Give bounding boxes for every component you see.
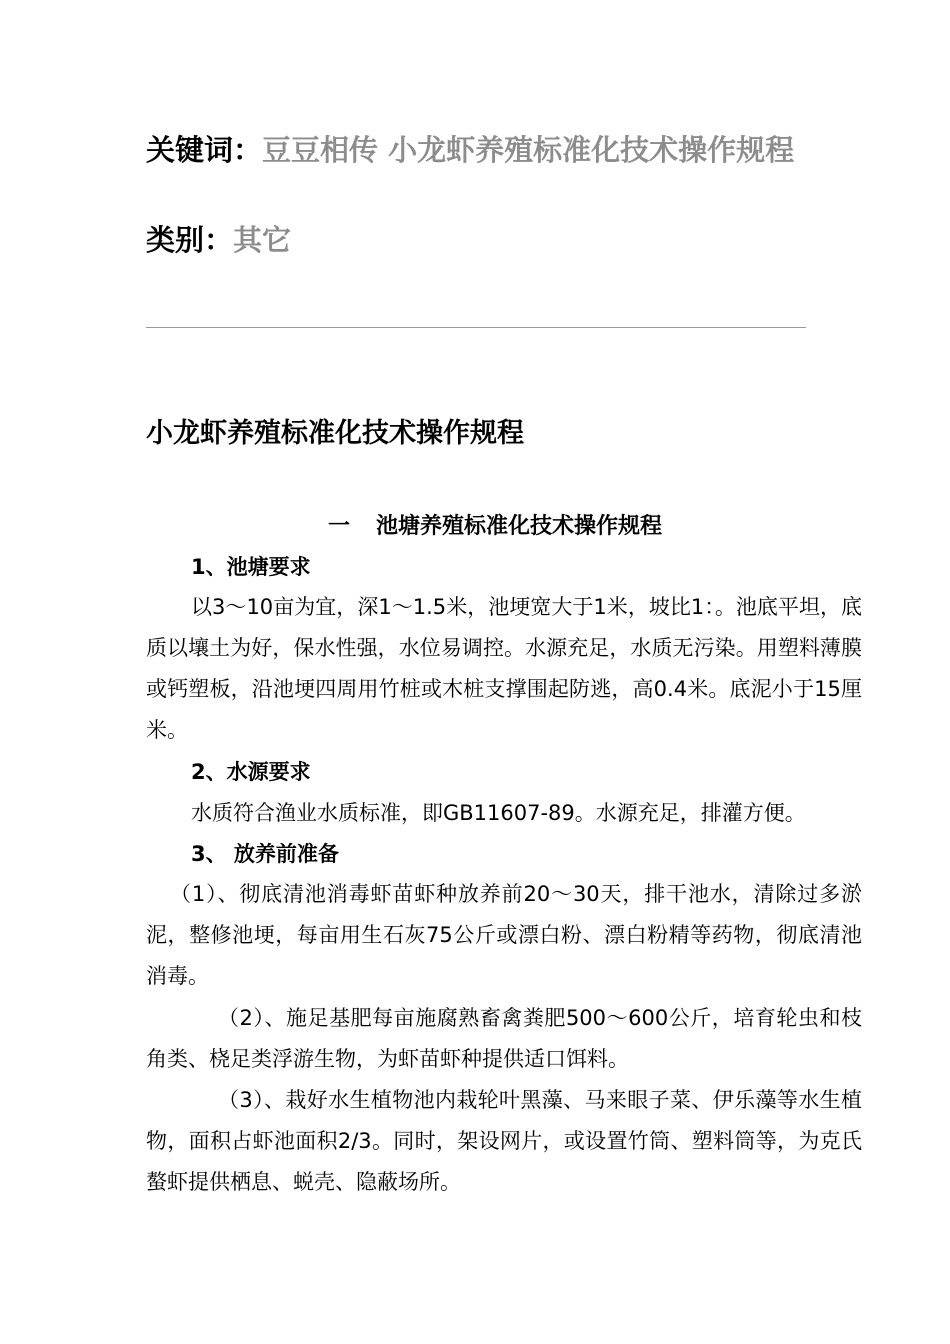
- preparation-heading: 3、 放养前准备: [191, 842, 339, 866]
- preparation-item-1: （1）、彻底清池消毒虾苗虾种放养前20～30天，排干池水，清除过多淤泥，整修池埂，每亩用生石灰75公斤或漂白粉、漂白粉精等药物，彻底清池消毒。: [146, 882, 862, 988]
- category-line: [146, 220, 291, 260]
- keywords-value: 豆豆相传 小龙虾养殖标准化技术操作规程: [262, 133, 795, 167]
- preparation-item-3: （3）、栽好水生植物池内栽轮叶黑藻、马来眼子菜、伊乐藻等水生植物，面积占虾池面积2/3。同时，架设网片，或设置竹筒、塑料筒等，为克氏螯虾提供栖息、蜕壳、隐蔽场所。: [146, 1088, 862, 1194]
- divider: [146, 327, 806, 328]
- pond-requirements-heading: 1、池塘要求: [191, 555, 311, 579]
- keywords-label: 关键词：: [146, 133, 263, 167]
- section-heading: [328, 511, 662, 543]
- water-source-heading: 2、水源要求: [191, 760, 311, 784]
- keywords-line: [146, 130, 794, 170]
- section-number: 一: [328, 514, 351, 539]
- document-title: 小龙虾养殖标准化技术操作规程: [146, 418, 524, 449]
- water-source-text: 水质符合渔业水质标准，即GB11607-89。水源充足，排灌方便。: [191, 801, 806, 825]
- pond-requirements-text: 以3～10亩为宜，深1～1.5米，池埂宽大于1米，坡比1：。池底平坦，底质以壤土为好，保水性强，水位易调控。水源充足，水质无污染。用塑料薄膜或钙塑板，沿池埂四周用竹桩或木桩支撑围起防逃，高0.4米。底泥小于15厘米。: [146, 595, 862, 742]
- category-value: 其它: [233, 223, 292, 257]
- section-title: 池塘养殖标准化技术操作规程: [376, 514, 663, 539]
- preparation-item-2: （2）、施足基肥每亩施腐熟畜禽粪肥500～600公斤，培育轮虫和枝角类、桡足类浮游生物，为虾苗虾种提供适口饵料。: [146, 1006, 862, 1071]
- category-label: 类别：: [146, 223, 234, 257]
